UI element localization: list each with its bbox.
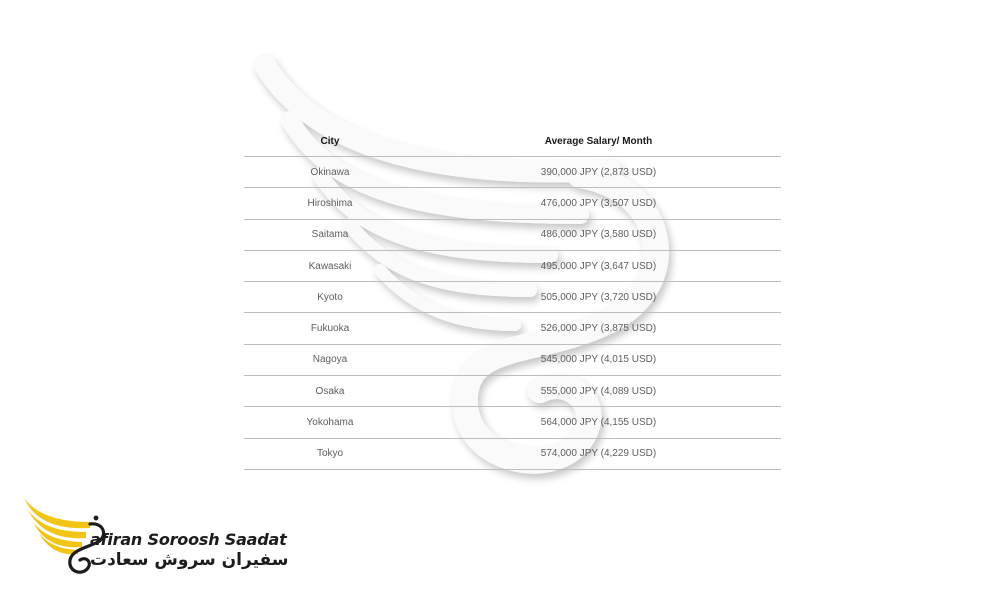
city-cell: Kawasaki: [244, 250, 416, 281]
table-row: [244, 407, 781, 438]
logo-text-english: afiran Soroosh Saadat: [90, 530, 287, 549]
salary-cell: 476,000 JPY (3,507 USD): [416, 188, 781, 219]
salary-cell: 555,000 JPY (4,089 USD): [416, 376, 781, 407]
table-header-row: [244, 126, 781, 157]
city-cell: Kyoto: [244, 282, 416, 313]
salary-cell: 545,000 JPY (4,015 USD): [416, 344, 781, 375]
table-row: [244, 250, 781, 281]
table-row: [244, 282, 781, 313]
salary-table-container: [244, 126, 781, 470]
table-row: [244, 219, 781, 250]
column-header-city: City: [244, 126, 416, 157]
table-row: [244, 188, 781, 219]
table-row: [244, 313, 781, 344]
table-row: [244, 344, 781, 375]
company-logo: [20, 492, 290, 582]
salary-cell: 574,000 JPY (4,229 USD): [416, 438, 781, 469]
city-cell: Saitama: [244, 219, 416, 250]
salary-table: [244, 126, 781, 470]
salary-cell: 526,000 JPY (3,875 USD): [416, 313, 781, 344]
city-cell: Fukuoka: [244, 313, 416, 344]
city-cell: Tokyo: [244, 438, 416, 469]
table-row: [244, 157, 781, 188]
city-cell: Nagoya: [244, 344, 416, 375]
city-cell: Hiroshima: [244, 188, 416, 219]
city-cell: Yokohama: [244, 407, 416, 438]
column-header-salary: Average Salary/ Month: [416, 126, 781, 157]
salary-cell: 564,000 JPY (4,155 USD): [416, 407, 781, 438]
city-cell: Osaka: [244, 376, 416, 407]
city-cell: Okinawa: [244, 157, 416, 188]
salary-cell: 495,000 JPY (3,647 USD): [416, 250, 781, 281]
salary-cell: 486,000 JPY (3,580 USD): [416, 219, 781, 250]
table-row: [244, 438, 781, 469]
salary-cell: 505,000 JPY (3,720 USD): [416, 282, 781, 313]
table-row: [244, 376, 781, 407]
salary-cell: 390,000 JPY (2,873 USD): [416, 157, 781, 188]
logo-text-persian: سفیران سروش سعادت: [90, 550, 289, 570]
